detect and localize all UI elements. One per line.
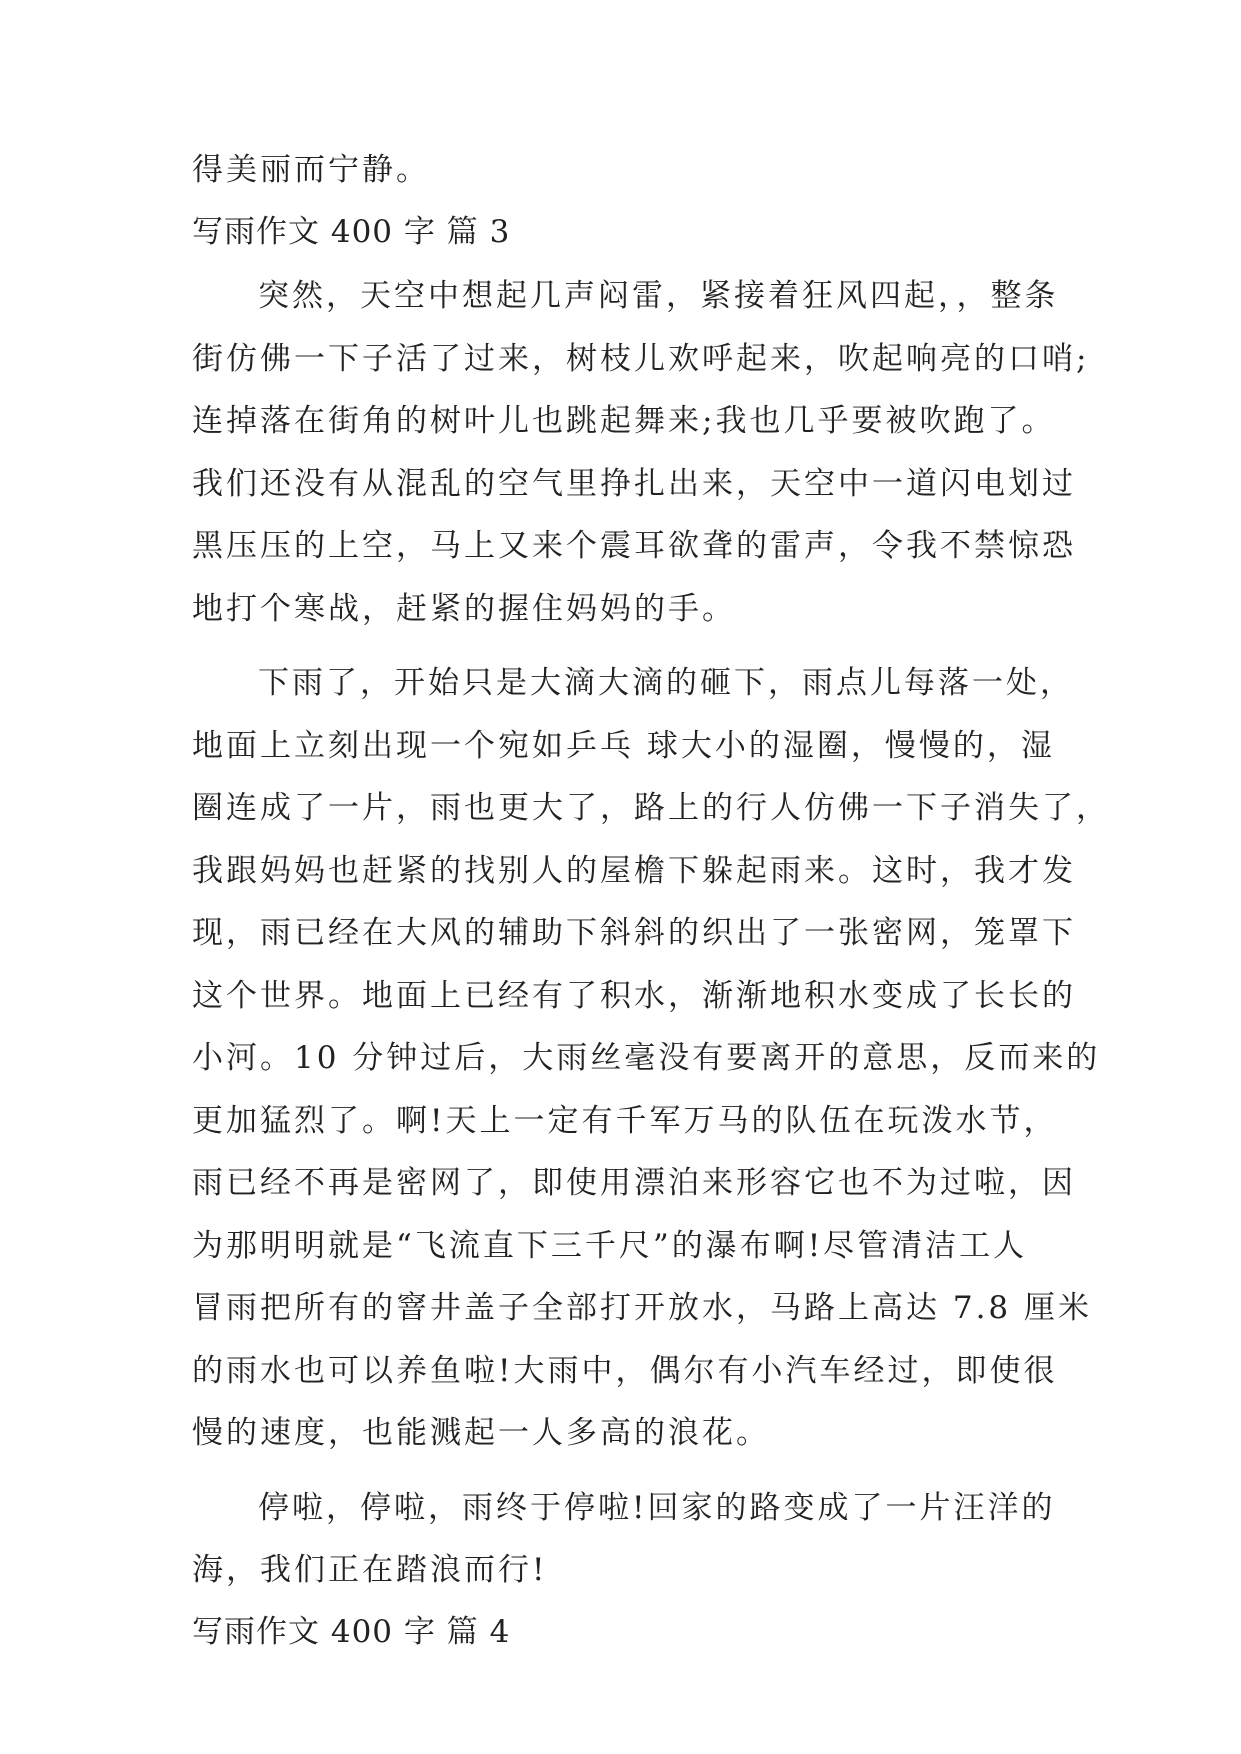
text-line: 街仿佛一下子活了过来，树枝儿欢呼起来，吹起响亮的口哨; (192, 341, 1090, 377)
text-line: 现，雨已经在大风的辅助下斜斜的织出了一张密网，笼罩下 (192, 915, 1076, 951)
text-line: 这个世界。地面上已经有了积水，渐渐地积水变成了长长的 (192, 978, 1076, 1014)
text-line: 地面上立刻出现一个宛如乒乓 球大小的湿圈，慢慢的，湿 (192, 728, 1055, 764)
text-line: 我跟妈妈也赶紧的找别人的屋檐下躲起雨来。这时，我才发 (192, 853, 1076, 889)
text-line: 海，我们正在踏浪而行! (192, 1552, 548, 1588)
text-line: 黑压压的上空，马上又来个震耳欲聋的雷声，令我不禁惊恐 (192, 528, 1076, 564)
text-line: 圈连成了一片，雨也更大了，路上的行人仿佛一下子消失了， (192, 790, 1110, 826)
text-line: 的雨水也可以养鱼啦!大雨中，偶尔有小汽车经过，即使很 (192, 1353, 1058, 1389)
paragraph-first-line: 下雨了，开始只是大滴大滴的砸下，雨点儿每落一处， (258, 665, 1074, 701)
text-line: 小河。10 分钟过后，大雨丝毫没有要离开的意思，反而来的 (192, 1040, 1101, 1076)
text-line: 我们还没有从混乱的空气里挣扎出来，天空中一道闪电划过 (192, 466, 1076, 502)
text-line: 为那明明就是“飞流直下三千尺”的瀑布啊!尽管清洁工人 (192, 1228, 1028, 1264)
text-line: 慢的速度，也能溅起一人多高的浪花。 (192, 1415, 770, 1451)
paragraph-first-line: 停啦，停啦，雨终于停啦!回家的路变成了一片汪洋的 (258, 1490, 1056, 1526)
paragraph-first-line: 突然，天空中想起几声闷雷，紧接着狂风四起，，整条 (258, 278, 1059, 314)
text-line: 连掉落在街角的树叶儿也跳起舞来;我也几乎要被吹跑了。 (192, 403, 1056, 439)
section-heading: 写雨作文 400 字 篇 4 (192, 1614, 511, 1650)
text-line: 更加猛烈了。啊!天上一定有千军万马的队伍在玩泼水节， (192, 1103, 1058, 1139)
text-line: 得美丽而宁静。 (192, 152, 430, 188)
text-line: 地打个寒战，赶紧的握住妈妈的手。 (192, 591, 736, 627)
section-heading: 写雨作文 400 字 篇 3 (192, 214, 511, 250)
text-line: 雨已经不再是密网了，即使用漂泊来形容它也不为过啦，因 (192, 1165, 1076, 1201)
text-line: 冒雨把所有的窨井盖子全部打开放水，马路上高达 7.8 厘米 (192, 1290, 1093, 1326)
